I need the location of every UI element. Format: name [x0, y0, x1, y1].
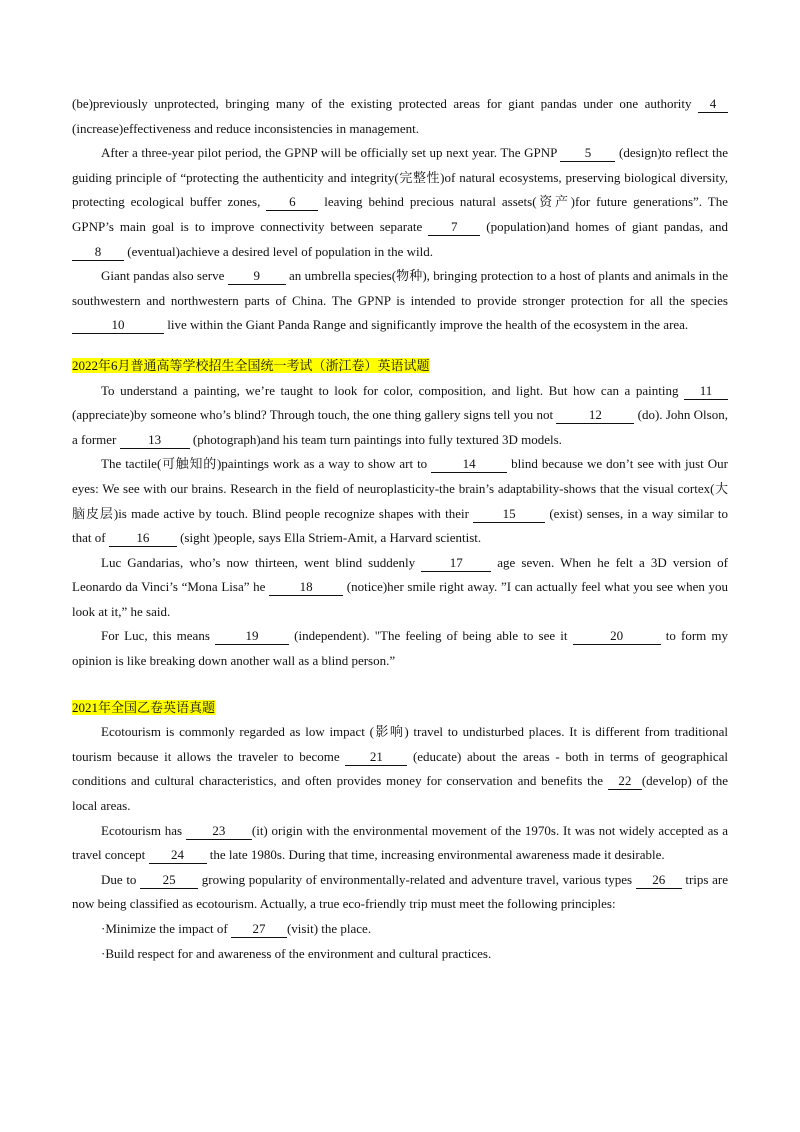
- blank-24: 24: [149, 847, 207, 864]
- section-heading-zhejiang-2022: [72, 354, 728, 379]
- passage-text: Due to: [101, 871, 141, 887]
- passage-text: Ecotourism has: [101, 822, 186, 838]
- passage-text: (exist) senses, in a way similar to that of: [72, 505, 729, 546]
- paragraph: [72, 141, 728, 264]
- paragraph: [72, 624, 728, 673]
- paragraph: [72, 264, 728, 338]
- passage-text: leaving behind precious natural assets(资产)for future generations”. The GPNP’s main goal is to improve connectivity between separate: [72, 194, 728, 234]
- section-heading-national-2021: [72, 696, 728, 721]
- passage-text: ·Minimize the impact of: [101, 921, 231, 936]
- passage-text: (educate) about the areas - both in terms of geographical conditions and cultural characteristics, and often provides money for conservation and benefits the: [72, 748, 728, 789]
- passage-text: the late 1980s. During that time, increasing environmental awareness made it desirable.: [206, 847, 665, 863]
- passage-text: (design)to reflect the guiding principle of “protecting the authenticity and integrity(完整性)of natural ecosystems, preserving biological diversity, protecting ecological buffer zones,: [72, 145, 728, 210]
- blank-18: 18: [269, 579, 343, 596]
- passage-text: live within the Giant Panda Range and significantly improve the health of the ecosystem in the area.: [164, 317, 689, 333]
- passage-text: blind because we don’t see with just Our eyes: We see with our brains. Research in the field of neuroplasticity-the brain’s adaptability-shows that the visual cortex(大脑皮层)is made active by touch. Blind people recognize shapes with their: [72, 456, 728, 521]
- blank-9: 9: [228, 268, 286, 285]
- passage-text: (do). John Olson, a former: [72, 407, 728, 447]
- blank-23: 23: [186, 823, 252, 840]
- passage-text: After a three-year pilot period, the GPNP will be officially set up next year. The GPNP: [101, 145, 561, 161]
- paragraph: [72, 452, 728, 550]
- blank-8: 8: [72, 244, 124, 261]
- passage-text: Luc Gandarias, who’s now thirteen, went blind suddenly: [101, 554, 422, 570]
- paragraph: [72, 942, 728, 967]
- blank-22: 22: [608, 773, 642, 790]
- passage-text: The tactile(可触知的)paintings work as a way to show art to: [101, 456, 432, 472]
- blank-12: 12: [556, 407, 634, 424]
- passage-text: (increase)effectiveness and reduce inconsistencies in management.: [72, 120, 419, 136]
- paragraph: [72, 720, 728, 818]
- blank-27: 27: [231, 921, 287, 938]
- passage-text: (appreciate)by someone who’s blind? Through touch, the one thing gallery signs tell you not: [72, 407, 557, 423]
- passage-text: an umbrella species(物种), bringing protection to a host of plants and animals in the southwestern and northwestern parts of China. The GPNP is intended to provide stronger protection for all the species: [72, 268, 728, 308]
- passage-text: For Luc, this means: [101, 628, 216, 644]
- blank-20: 20: [573, 628, 661, 645]
- passage-text: (photograph)and his team turn paintings into fully textured 3D models.: [189, 431, 562, 447]
- blank-15: 15: [473, 506, 545, 523]
- paragraph: [72, 92, 728, 141]
- section-tactile-paintings-passage: [72, 379, 728, 674]
- passage-text: (sight )people, says Ella Striem-Amit, a Harvard scientist.: [176, 530, 482, 546]
- blank-25: 25: [140, 872, 198, 889]
- passage-text: (be)previously unprotected, bringing many of the existing protected areas for giant pandas under one authority: [72, 96, 698, 111]
- passage-text: ·Build respect for and awareness of the environment and cultural practices.: [101, 945, 492, 961]
- blank-14: 14: [431, 456, 507, 473]
- passage-text: to form my opinion is like breaking down another wall as a blind person.”: [72, 628, 728, 669]
- passage-text: (independent). "The feeling of being able to see it: [289, 628, 573, 644]
- passage-text: To understand a painting, we’re taught to look for color, composition, and light. But how can a painting: [101, 382, 684, 398]
- blank-16: 16: [109, 530, 177, 547]
- blank-21: 21: [345, 749, 407, 766]
- blank-6: 6: [266, 194, 318, 211]
- paragraph: [72, 379, 728, 453]
- paragraph: [72, 917, 728, 942]
- section-heading-text: 2021年全国乙卷英语真题: [72, 699, 216, 715]
- passage-text: age seven. When he felt a 3D version of Leonardo da Vinci’s “Mona Lisa” he: [72, 554, 729, 595]
- section-giant-panda-passage: [72, 92, 728, 338]
- paragraph: [72, 551, 728, 625]
- section-ecotourism-passage: [72, 720, 728, 966]
- blank-10: 10: [72, 317, 164, 334]
- blank-17: 17: [421, 555, 491, 572]
- passage-text: (population)and homes of giant pandas, and: [480, 218, 728, 234]
- passage-text: growing popularity of environmentally-related and adventure travel, various types: [198, 871, 636, 887]
- blank-5: 5: [560, 145, 615, 162]
- passage-text: Giant pandas also serve: [101, 268, 228, 284]
- blank-11: 11: [684, 383, 728, 400]
- blank-19: 19: [215, 628, 289, 645]
- passage-text: (develop) of the local areas.: [72, 773, 728, 814]
- passage-text: (it) origin with the environmental movement of the 1970s. It was not widely accepted as a travel concept: [72, 822, 729, 863]
- passage-text: Ecotourism is commonly regarded as low impact (影响) travel to undisturbed places. It is different from traditional tourism because it allows the traveler to become: [72, 724, 728, 764]
- blank-4: 4: [698, 96, 728, 113]
- section-heading-text: 2022年6月普通高等学校招生全国统一考试（浙江卷）英语试题: [72, 357, 430, 373]
- passage-text: (visit) the place.: [286, 921, 372, 936]
- paragraph: [72, 868, 728, 917]
- passage-text: trips are now being classified as ecotourism. Actually, a true eco-friendly trip must meet the following principles:: [72, 871, 728, 912]
- blank-26: 26: [636, 872, 682, 889]
- passage-text: (notice)her smile right away. ”I can actually feel what you see when you look at it,” he said.: [72, 579, 729, 619]
- blank-7: 7: [428, 219, 480, 236]
- blank-13: 13: [120, 432, 190, 449]
- passage-text: (eventual)achieve a desired level of population in the wild.: [124, 243, 433, 259]
- paragraph: [72, 819, 728, 868]
